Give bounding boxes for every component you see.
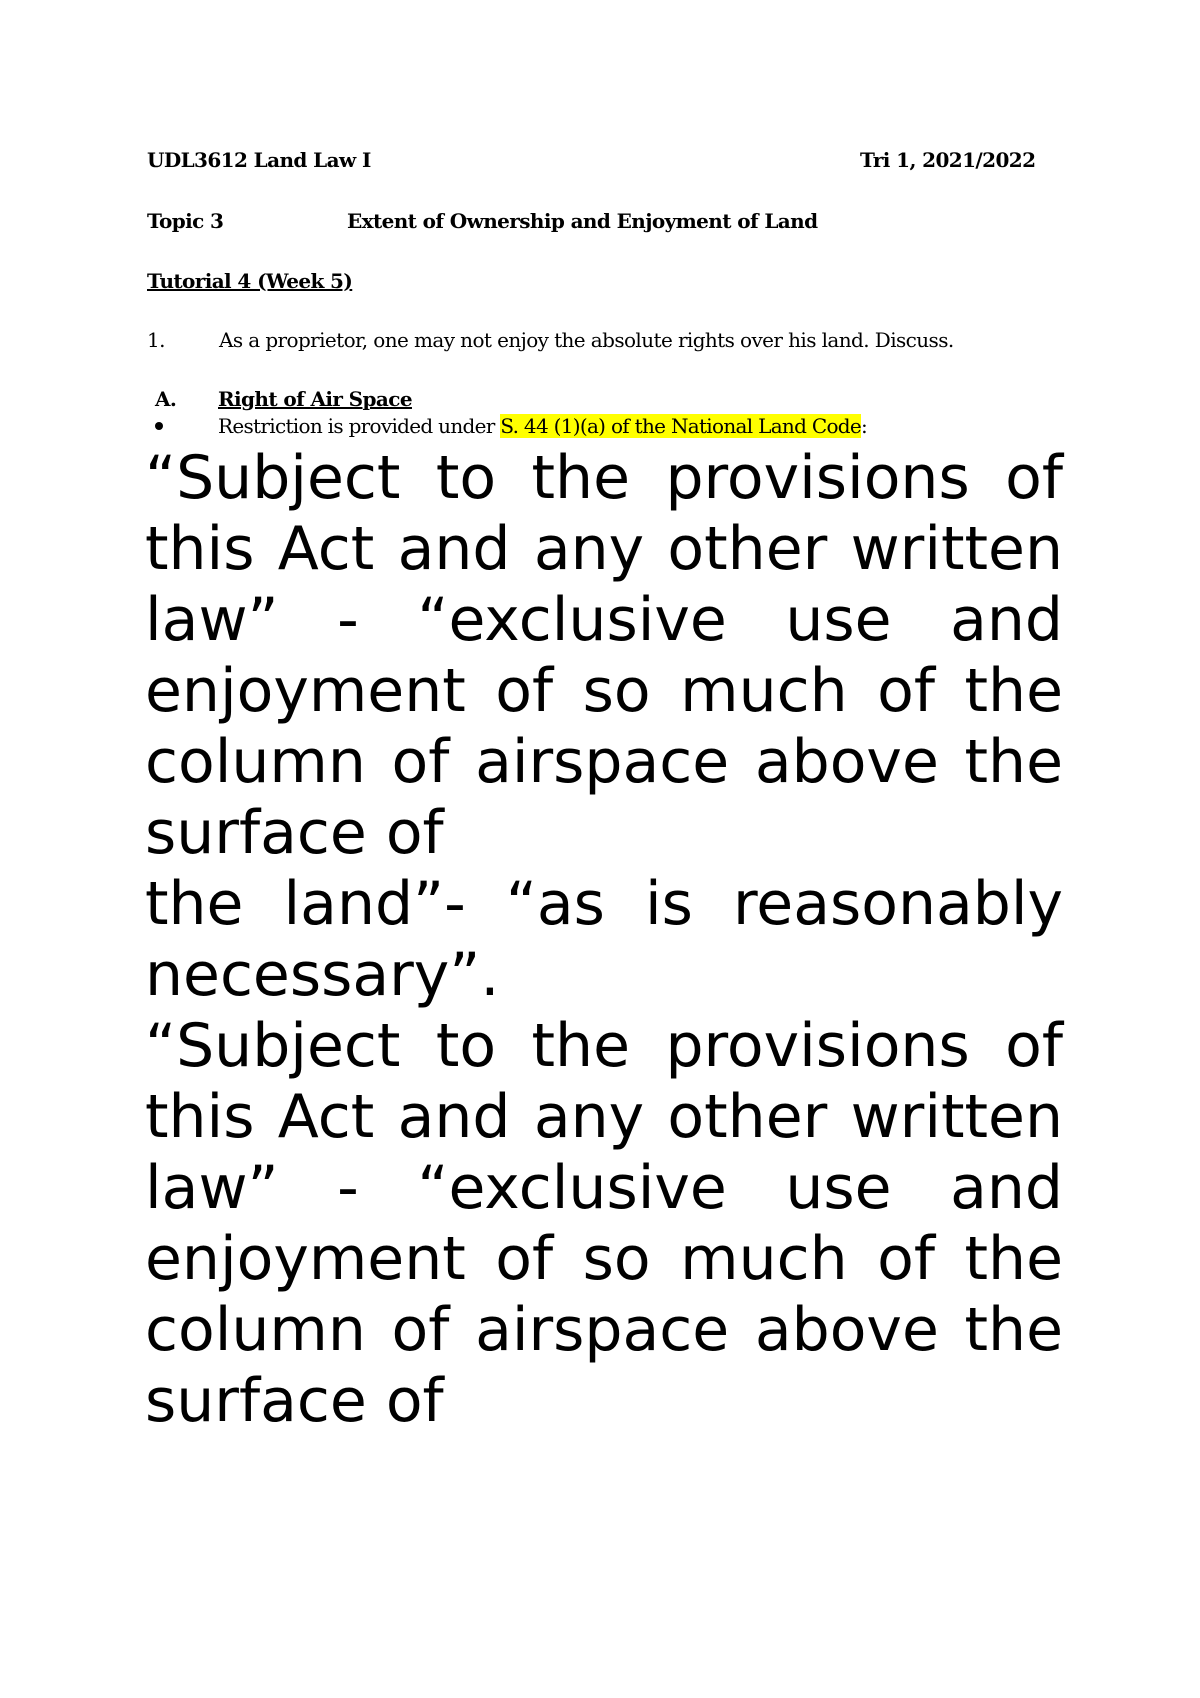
question-text: As a proprietor, one may not enjoy the absolute rights over his land. Discuss.: [219, 328, 954, 352]
topic-label: Topic 3: [147, 209, 224, 233]
statute-reference: S. 44 (1)(a) of the National Land Code: [500, 414, 862, 438]
tutorial-heading: Tutorial 4 (Week 5): [147, 269, 353, 293]
question-number: 1.: [147, 328, 165, 352]
quote-paragraph-2: the land”- “as is reasonably necessary”.: [145, 869, 1063, 1010]
bullet-suffix: :: [861, 414, 868, 438]
course-code: UDL3612 Land Law I: [147, 148, 371, 172]
section-title: Right of Air Space: [218, 387, 412, 411]
document-header: [147, 148, 1200, 174]
quote-block: [145, 443, 1063, 1437]
bullet-dot-icon: [155, 422, 163, 430]
section-letter: A.: [155, 387, 177, 411]
bullet-text: [218, 414, 867, 438]
term-label: Tri 1, 2021/2022: [860, 148, 1036, 172]
quote-paragraph-3: “Subject to the provisions of this Act and any other written law” - “exclusive use and enjoyment of so much of the column of airspace above the surface of: [145, 1011, 1063, 1436]
quote-paragraph-1: “Subject to the provisions of this Act and any other written law” - “exclusive use and enjoyment of so much of the column of airspace above the surface of: [145, 443, 1063, 868]
bullet-prefix: Restriction is provided under: [218, 414, 501, 438]
topic-title: Extent of Ownership and Enjoyment of Land: [347, 209, 818, 233]
